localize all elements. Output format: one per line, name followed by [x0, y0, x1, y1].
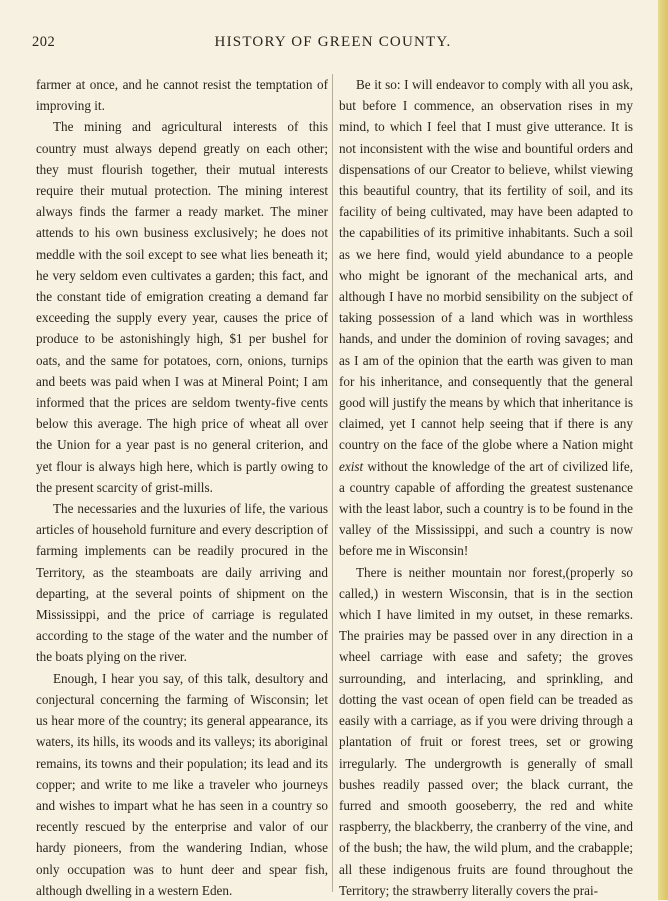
paragraph — [339, 74, 633, 562]
paragraph-text: without the knowledge of the art of civilized life, a country capable of affording the greatest sustenance with the least labor, such a country is to be found in the valley of the Mississippi, and such a country is now before me in Wisconsin! — [339, 458, 633, 559]
paragraph: There is neither mountain nor forest,(properly so called,) in western Wisconsin, that is in the section which I have limited in my outset, in these remarks. The prairies may be passed over in any direction in a wheel carriage with ease and safety; the groves surrounding, and interlacing, and sprinkling, and dotting the vast ocean of open field can be treaded as easily with a carriage, as if you were driving through a plantation of fruit or forest trees, set or growing irregularly. The undergrowth is generally of small bushes readily passed over; the black currant, the furred and smooth gooseberry, the red and white raspberry, the blackberry, the cranberry of the vine, and of the bush; the haw, the wild plum, and the crabapple; all these indigenous fruits are found throughout the Territory; the strawberry literally covers the prai- — [339, 564, 633, 898]
paragraph: The mining and agricultural interests of this country must always depend greatly on each other; they must flourish together, their mutual interests require their mutual protection. The mining interest always finds the farmer a ready market. The miner attends to his own business exclusively; he does not meddle with the soil except to see what lies beneath it; he very seldom even cultivates a garden; this fact, and the constant tide of emigration creating a demand far exceeding the supply every year, causes the price of produce to be astonishingly high, $1 per bushel for oats, and the same for potatoes, corn, onions, turnips and beets was paid when I was at Mineral Point; I am informed that the prices are seldom twenty-five cents below this average. The high price of wheat all over the Union for a year past is no general criterion, and yet flour is always high here, which is partly owing to the present scarcity of grist-mills. — [36, 119, 328, 495]
page-header — [32, 34, 634, 54]
paragraph: Enough, I hear you say, of this talk, desultory and conjectural concerning the farming of Wisconsin; let us hear more of the country; its general appearance, its waters, its hills, its woods and its valleys; its aboriginal remains, its towns and their population; its lead and its copper; and write to me like a traveler who journeys and wishes to impart what he has seen in a country so recently rescued by the enterprise and valor of our hardy pioneers, from the wandering Indian, whose only occupation was to hunt deer and spear fish, although dwelling in a western Eden. — [36, 670, 328, 898]
column-divider — [332, 74, 333, 892]
paragraph-text: Be it so: I will endeavor to comply with all you ask, but before I commence, an observation rises in my mind, to which I feel that I must give utterance. It is not inconsistent with the wise and bountiful orders and dispensations of our Creator to believe, whilst viewing this beautiful country, that its fertility of soil, and its facility of being cultivated, may have been adapted to the capabilities of its primitive inhabitants. Such a soil as we here find, would yield abundance to a people who might be ignorant of the mechanical arts, and although I have no morbid sensibility on the subject of taking possession of a land which was in worthless hands, and under the dominion of roving savages; and as I am of the opinion that the earth was given to man for his inheritance, and consequently that the general good will justify the means by which that inheritance is claimed, yet I cannot help seeing that if there is any country on the face of the globe where a Nation might — [339, 77, 633, 453]
page-number: 202 — [32, 34, 56, 50]
right-column — [339, 74, 633, 901]
paragraph: farmer at once, and he cannot resist the temptation of improving it. — [36, 77, 328, 114]
page-edge-shadow — [658, 0, 668, 900]
left-column — [36, 74, 328, 901]
paragraph: The necessaries and the luxuries of life, the various articles of household furniture and every description of farming implements can be readily procured in the Territory, as the steamboats are daily arriving and departing, at the several points of shipment on the Mississippi, and the price of carriage is regulated according to the stage of the water and the number of the boats plying on the river. — [36, 501, 328, 665]
italic-word: exist — [339, 458, 364, 474]
running-title: HISTORY OF GREEN COUNTY. — [214, 34, 452, 50]
